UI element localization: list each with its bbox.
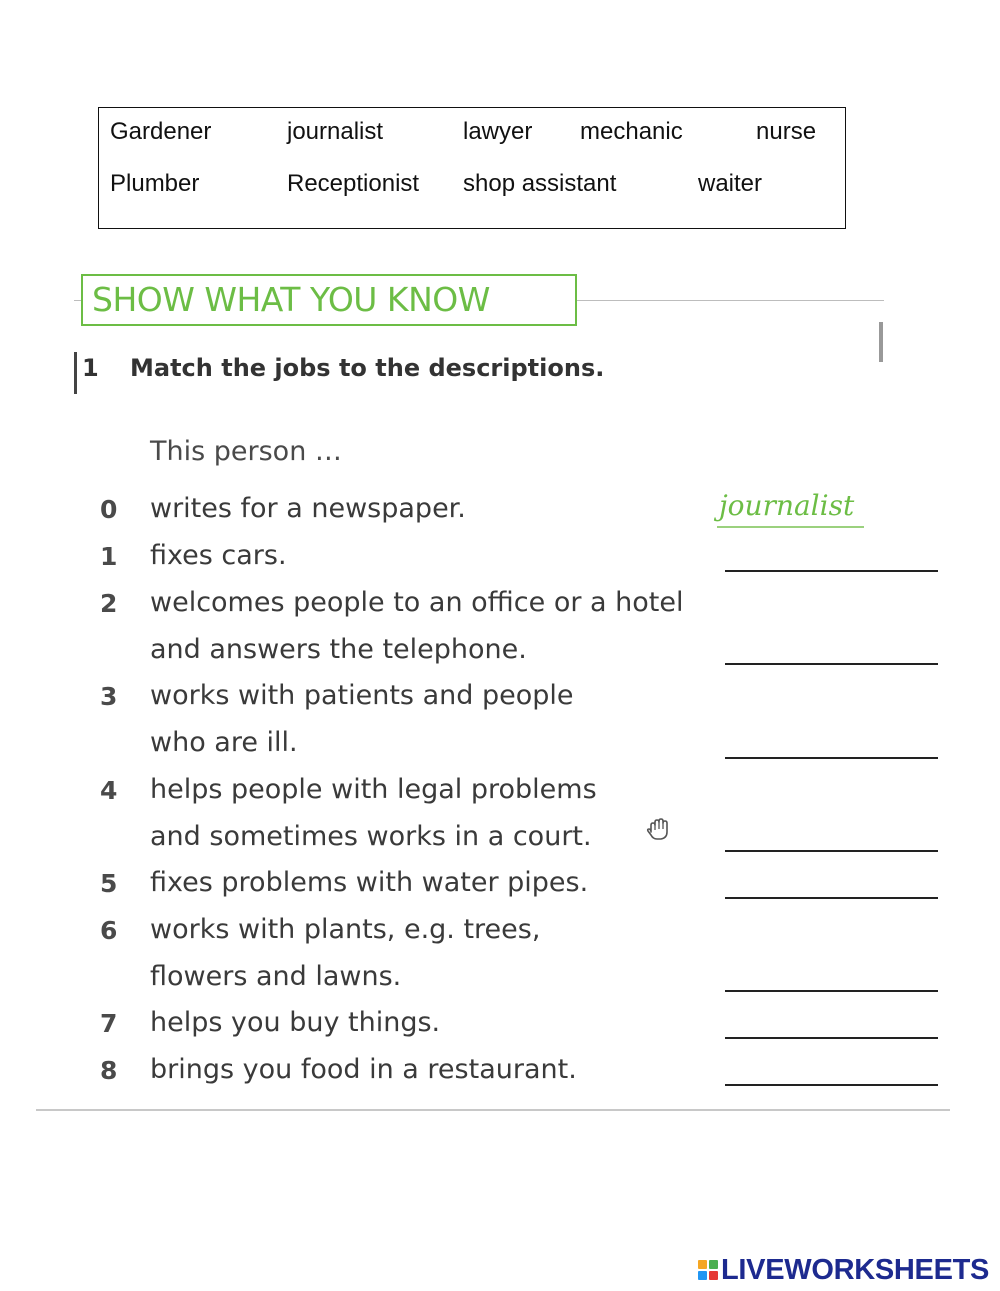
- item-description: helps you buy things.: [150, 1007, 441, 1038]
- section-title: SHOW WHAT YOU KNOW: [81, 274, 577, 326]
- task-number: 1: [82, 354, 99, 382]
- item-description: helps people with legal problems: [150, 774, 597, 805]
- answer-blank-7[interactable]: [725, 1037, 938, 1039]
- liveworksheets-logo-icon: [698, 1260, 718, 1280]
- item-description: welcomes people to an office or a hotel: [150, 587, 684, 618]
- liveworksheets-logo: [698, 1252, 989, 1288]
- example-answer: journalist: [719, 489, 855, 522]
- answer-blank-5[interactable]: [725, 897, 938, 899]
- item-description: writes for a newspaper.: [150, 493, 466, 524]
- word-bank-item: nurse: [756, 118, 817, 145]
- logo-text: LIVEWORKSHEETS: [721, 1253, 990, 1286]
- item-description: works with patients and people: [150, 680, 574, 711]
- item-description: and answers the telephone.: [150, 634, 527, 665]
- task-instruction: [82, 354, 604, 382]
- word-bank-item: Receptionist: [287, 170, 420, 197]
- scan-mark: [74, 352, 77, 394]
- item-number: 1: [100, 542, 118, 571]
- item-number: 8: [100, 1056, 118, 1085]
- item-description: fixes problems with water pipes.: [150, 867, 589, 898]
- item-number: 7: [100, 1009, 118, 1038]
- item-description: who are ill.: [150, 727, 298, 758]
- item-description: flowers and lawns.: [150, 961, 402, 992]
- scan-mark: [879, 322, 883, 362]
- word-bank-item: shop assistant: [463, 170, 617, 197]
- item-number: 4: [100, 776, 118, 805]
- task-text: Match the jobs to the descriptions.: [130, 354, 605, 382]
- item-number: 6: [100, 916, 118, 945]
- item-number: 2: [100, 589, 118, 618]
- word-bank-item: Plumber: [110, 170, 200, 197]
- hand-cursor-icon: [645, 816, 673, 844]
- item-description: works with plants, e.g. trees,: [150, 914, 541, 945]
- item-description: fixes cars.: [150, 540, 287, 571]
- item-number: 0: [100, 495, 118, 524]
- word-bank-item: mechanic: [580, 118, 683, 145]
- answer-blank-6[interactable]: [725, 990, 938, 992]
- word-bank-item: waiter: [698, 170, 763, 197]
- example-answer-underline: [717, 526, 864, 528]
- word-bank-box: [98, 107, 846, 229]
- word-bank-item: journalist: [287, 118, 384, 145]
- item-description: brings you food in a restaurant.: [150, 1054, 577, 1085]
- item-description: and sometimes works in a court.: [150, 821, 592, 852]
- answer-blank-4[interactable]: [725, 850, 938, 852]
- answer-blank-8[interactable]: [725, 1084, 938, 1086]
- answer-blank-2[interactable]: [725, 663, 938, 665]
- answer-blank-3[interactable]: [725, 757, 938, 759]
- item-number: 3: [100, 682, 118, 711]
- intro-text: This person …: [150, 436, 342, 467]
- word-bank-item: Gardener: [110, 118, 212, 145]
- bottom-divider: [36, 1109, 950, 1111]
- word-bank-item: lawyer: [463, 118, 533, 145]
- answer-blank-1[interactable]: [725, 570, 938, 572]
- item-number: 5: [100, 869, 118, 898]
